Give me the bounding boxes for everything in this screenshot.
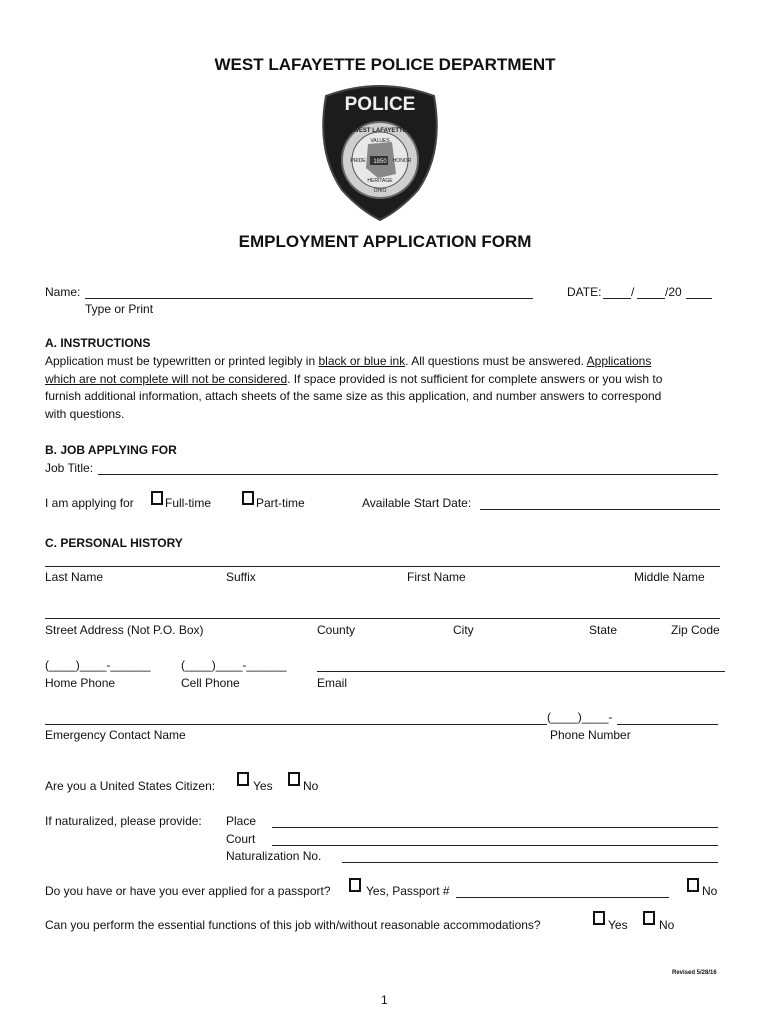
- date-year-input[interactable]: [686, 298, 712, 299]
- full-name-input[interactable]: [45, 566, 720, 567]
- last-name-label: Last Name: [45, 570, 104, 584]
- applying-for-label: I am applying for: [45, 496, 134, 510]
- suffix-label: Suffix: [226, 570, 256, 584]
- department-title: WEST LAFAYETTE POLICE DEPARTMENT: [214, 55, 556, 74]
- type-or-print-hint: Type or Print: [85, 302, 154, 316]
- accommodation-no-label: No: [659, 918, 675, 932]
- zip-code-label: Zip Code: [671, 623, 720, 637]
- accommodation-yes-checkbox[interactable]: [593, 911, 605, 925]
- form-title: EMPLOYMENT APPLICATION FORM: [238, 232, 532, 251]
- accommodation-question: Can you perform the essential functions of this job with/without reasonable accommodations?: [45, 918, 541, 932]
- home-phone-input[interactable]: (____)____-______: [45, 658, 151, 672]
- cell-phone-input[interactable]: (____)____-______: [181, 658, 287, 672]
- emergency-phone-line[interactable]: [617, 724, 718, 725]
- citizen-question: Are you a United States Citizen:: [45, 779, 216, 793]
- start-date-label: Available Start Date:: [362, 496, 472, 510]
- citizen-no-checkbox[interactable]: [288, 772, 300, 786]
- email-label: Email: [317, 676, 348, 690]
- badge-heritage: HERITAGE: [367, 178, 393, 184]
- place-label: Place: [226, 814, 257, 828]
- name-label: Name:: [45, 285, 81, 299]
- full-time-label: Full-time: [165, 496, 212, 510]
- state-label: State: [589, 623, 618, 637]
- passport-no-label: No: [702, 884, 718, 898]
- accommodation-yes-label: Yes: [608, 918, 628, 932]
- start-date-input[interactable]: [480, 509, 720, 510]
- job-heading: B. JOB APPLYING FOR: [45, 443, 177, 457]
- naturalized-label: If naturalized, please provide:: [45, 814, 202, 828]
- street-address-label: Street Address (Not P.O. Box): [45, 623, 204, 637]
- emergency-phone-input[interactable]: (____)____-: [547, 710, 613, 724]
- badge-year: 1850: [373, 159, 387, 165]
- naturalization-number-label: Naturalization No.: [226, 849, 322, 863]
- court-input[interactable]: [272, 845, 718, 846]
- naturalization-number-input[interactable]: [342, 862, 718, 863]
- place-input[interactable]: [272, 827, 718, 828]
- part-time-checkbox[interactable]: [242, 491, 254, 505]
- police-badge: [318, 82, 442, 222]
- instructions-heading: A. INSTRUCTIONS: [45, 336, 151, 350]
- phone-number-label: Phone Number: [550, 728, 631, 742]
- passport-yes-checkbox[interactable]: [349, 878, 361, 892]
- revision-date: Revised 5/28/16: [672, 970, 717, 976]
- home-phone-label: Home Phone: [45, 676, 116, 690]
- middle-name-label: Middle Name: [634, 570, 705, 584]
- emergency-contact-label: Emergency Contact Name: [45, 728, 186, 742]
- date-separator-2: /20: [665, 285, 682, 299]
- badge-values: VALUES: [370, 138, 390, 144]
- address-input[interactable]: [45, 618, 720, 619]
- date-month-input[interactable]: [603, 298, 631, 299]
- date-label: DATE:: [567, 285, 602, 299]
- accommodation-no-checkbox[interactable]: [643, 911, 655, 925]
- city-label: City: [453, 623, 474, 637]
- cell-phone-label: Cell Phone: [181, 676, 240, 690]
- citizen-yes-label: Yes: [253, 779, 273, 793]
- county-label: County: [317, 623, 356, 637]
- date-separator-1: /: [631, 285, 635, 299]
- badge-arc-text: WEST LAFAYETTE: [353, 128, 407, 134]
- badge-ohio: OHIO: [373, 188, 387, 194]
- instructions-text: Application must be typewritten or printed legibly in black or blue ink. All questions must be answered. Applications which are not complete will not be considered. If space provided is not sufficient for complete answers or you wish to furnish additional information, attach sheets of the same size as this application, and number answers to correspond with questions.: [45, 354, 663, 421]
- first-name-label: First Name: [407, 570, 466, 584]
- part-time-label: Part-time: [256, 496, 305, 510]
- badge-honor: HONOR: [392, 158, 412, 164]
- full-time-checkbox[interactable]: [151, 491, 163, 505]
- job-title-input[interactable]: [98, 474, 718, 475]
- court-label: Court: [226, 832, 256, 846]
- passport-no-checkbox[interactable]: [687, 878, 699, 892]
- email-input[interactable]: [317, 671, 725, 672]
- personal-heading: C. PERSONAL HISTORY: [45, 536, 183, 550]
- emergency-contact-input[interactable]: [45, 724, 547, 725]
- passport-yes-label: Yes, Passport #: [366, 884, 450, 898]
- badge-pride: PRIDE: [350, 158, 366, 164]
- job-title-label: Job Title:: [45, 461, 94, 475]
- badge-police-text: POLICE: [344, 94, 416, 115]
- passport-number-input[interactable]: [456, 897, 669, 898]
- citizen-no-label: No: [303, 779, 319, 793]
- citizen-yes-checkbox[interactable]: [237, 772, 249, 786]
- passport-question: Do you have or have you ever applied for a passport?: [45, 884, 331, 898]
- name-input[interactable]: [85, 298, 533, 299]
- date-day-input[interactable]: [637, 298, 665, 299]
- page-number: 1: [381, 993, 388, 1007]
